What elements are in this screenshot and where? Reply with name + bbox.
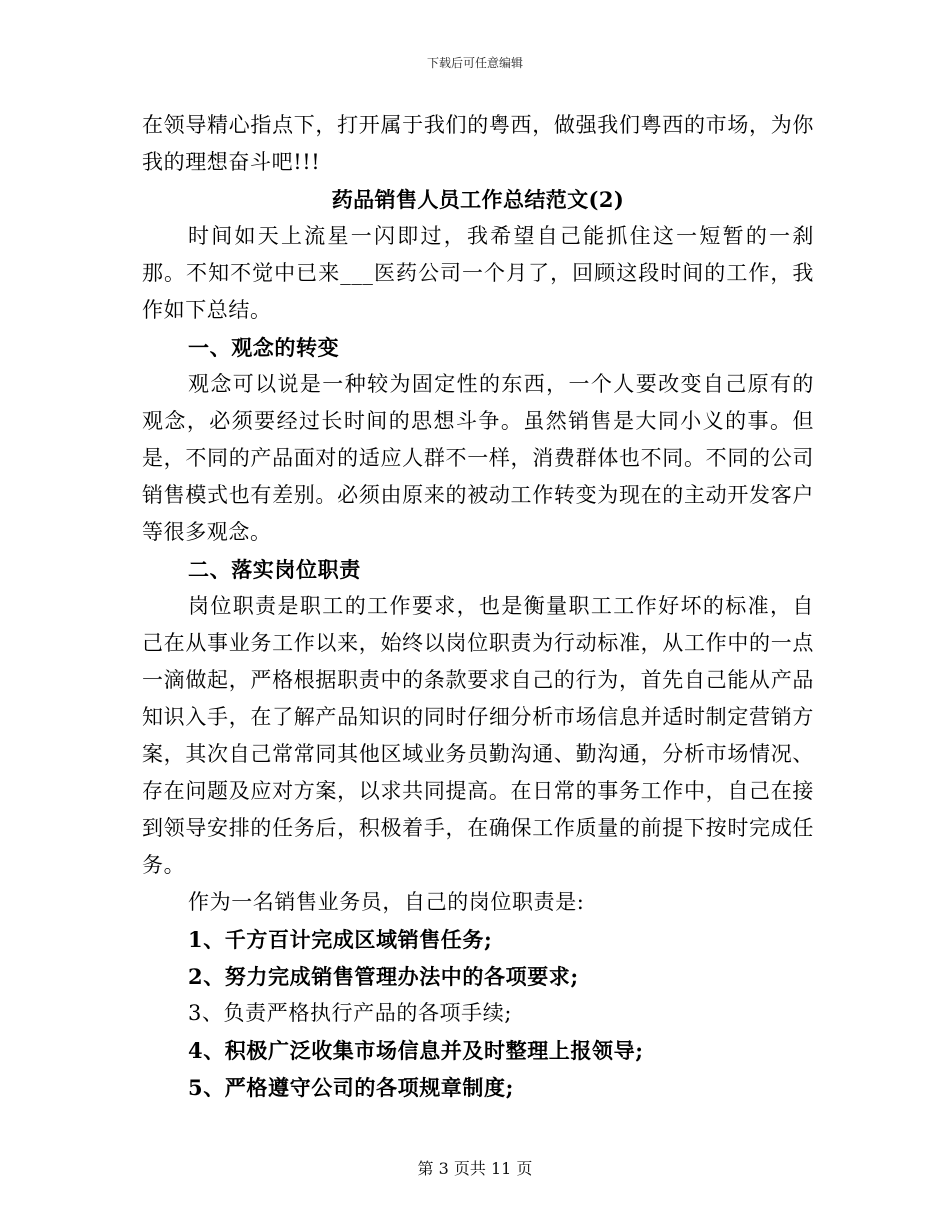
paragraph-concept: 观念可以说是一种较为固定性的东西，一个人要改变自己原有的观念，必须要经过长时间的思想斗争。虽然销售是大同小义的事。但是，不同的产品面对的适应人群不一样，消费群体也不同。不同的公司销售模式也有差别。必须由原来的被动工作转变为现在的主动开发客户等很多观念。 xyxy=(142,372,814,544)
heading-job-duties: 二、落实岗位职责 xyxy=(188,557,361,582)
heading-concept-change: 一、观念的转变 xyxy=(188,335,340,360)
list-item: 3、负责严格执行产品的各项手续; xyxy=(188,1001,513,1025)
list-item: 5、严格遵守公司的各项规章制度; xyxy=(188,1075,514,1100)
list-item: 4、积极广泛收集市场信息并及时整理上报领导; xyxy=(188,1038,644,1063)
paragraph-duty-intro: 作为一名销售业务员，自己的岗位职责是: xyxy=(188,890,585,914)
section-title: 药品销售人员工作总结范文(2) xyxy=(331,187,625,212)
page-number: 第 3 页共 11 页 xyxy=(417,1159,533,1178)
document-body xyxy=(142,107,814,1106)
header-note: 下载后可任意编辑 xyxy=(426,56,523,70)
paragraph-intro: 在领导精心指点下，打开属于我们的粤西，做强我们粤西的市场，为你我的理想奋斗吧!!! xyxy=(142,113,814,174)
paragraph-opening: 时间如天上流星一闪即过，我希望自己能抓住这一短暂的一刹那。不知不觉中已来___医药公司一个月了，回顾这段时间的工作，我作如下总结。 xyxy=(142,224,814,322)
list-item: 2、努力完成销售管理办法中的各项要求; xyxy=(188,964,579,989)
list-item: 1、千方百计完成区域销售任务; xyxy=(188,927,493,952)
paragraph-duties: 岗位职责是职工的工作要求，也是衡量职工工作好坏的标准，自己在从事业务工作以来，始终以岗位职责为行动标准，从工作中的一点一滴做起，严格根据职责中的条款要求自己的行为，首先自己能从产品知识入手，在了解产品知识的同时仔细分析市场信息并适时制定营销方案，其次自己常常同其他区域业务员勤沟通、勤沟通，分析市场情况、存在问题及应对方案，以求共同提高。在日常的事务工作中，自己在接到领导安排的任务后，积极着手，在确保工作质量的前提下按时完成任务。 xyxy=(142,594,814,877)
